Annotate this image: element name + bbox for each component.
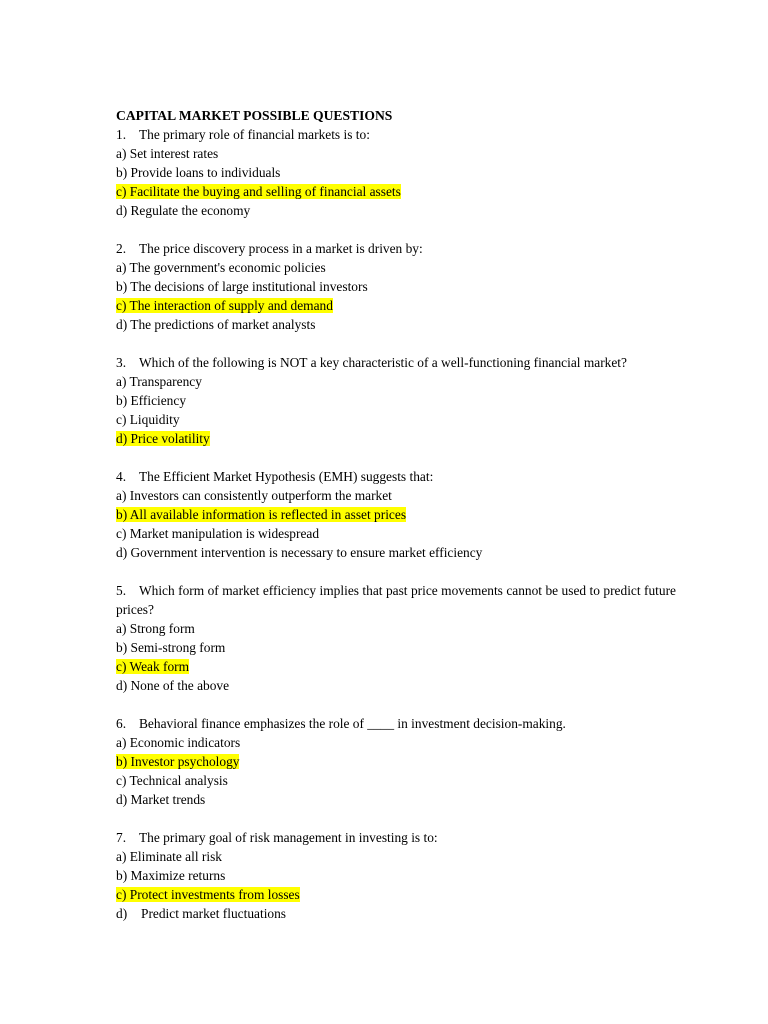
question-number: 5. [116,583,127,598]
question-stem [116,581,676,619]
highlighted-answer: c) Weak form [116,659,190,674]
question-number: 2. [116,241,127,256]
answer-option [116,733,676,752]
option-text: a) Investors can consistently outperform the market [116,488,392,503]
question-text: Behavioral finance emphasizes the role of ____ in investment decision-making. [139,716,566,731]
option-text: d) Regulate the economy [116,203,251,218]
answer-option [116,543,676,562]
answer-option [116,201,676,220]
option-text: Predict market fluctuations [141,906,287,921]
answer-option-correct [116,429,676,448]
question-3 [116,353,676,448]
answer-option [116,524,676,543]
question-7 [116,828,676,923]
option-text: a) The government's economic policies [116,260,326,275]
option-text: b) Semi-strong form [116,640,226,655]
answer-option [116,372,676,391]
option-text: d) None of the above [116,678,230,693]
answer-option [116,391,676,410]
question-number: 6. [116,716,127,731]
highlighted-answer: c) Facilitate the buying and selling of financial assets [116,184,401,199]
question-2 [116,239,676,334]
answer-option [116,771,676,790]
question-stem [116,714,676,733]
option-text: a) Economic indicators [116,735,241,750]
option-text: d) Government intervention is necessary to ensure market efficiency [116,545,483,560]
option-text: b) Provide loans to individuals [116,165,281,180]
answer-option-correct [116,657,676,676]
answer-option-correct [116,885,676,904]
option-text: a) Set interest rates [116,146,219,161]
question-text: The primary goal of risk management in investing is to: [139,830,438,845]
highlighted-answer: d) Price volatility [116,431,210,446]
highlighted-answer: b) Investor psychology [116,754,240,769]
answer-option [116,866,676,885]
answer-option-correct [116,182,676,201]
question-text: Which of the following is NOT a key characteristic of a well-functioning financial market? [139,355,627,370]
answer-option [116,619,676,638]
question-stem [116,467,676,486]
option-text: c) Market manipulation is widespread [116,526,320,541]
answer-option [116,163,676,182]
option-text: a) Strong form [116,621,195,636]
highlighted-answer: c) Protect investments from losses [116,887,300,902]
question-text: The primary role of financial markets is to: [139,127,370,142]
answer-option [116,676,676,695]
option-text: a) Transparency [116,374,202,389]
question-text: The Efficient Market Hypothesis (EMH) suggests that: [139,469,434,484]
question-text: The price discovery process in a market is driven by: [139,241,423,256]
option-text: c) Technical analysis [116,773,228,788]
option-text: b) Efficiency [116,393,187,408]
option-text: b) The decisions of large institutional investors [116,279,368,294]
highlighted-answer: c) The interaction of supply and demand [116,298,333,313]
document-body [116,107,676,923]
question-6 [116,714,676,809]
answer-option [116,638,676,657]
question-4 [116,467,676,562]
option-text: d) Market trends [116,792,206,807]
question-stem [116,125,676,144]
option-text: c) Liquidity [116,412,180,427]
answer-option [116,847,676,866]
document-title: CAPITAL MARKET POSSIBLE QUESTIONS [116,108,393,123]
answer-option [116,277,676,296]
answer-option-correct [116,752,676,771]
option-text: a) Eliminate all risk [116,849,222,864]
question-number: 7. [116,830,127,845]
answer-option-correct [116,296,676,315]
question-stem [116,239,676,258]
question-number: 1. [116,127,127,142]
question-number: 3. [116,355,127,370]
option-text: b) Maximize returns [116,868,226,883]
answer-option [116,258,676,277]
answer-option [116,315,676,334]
question-1 [116,125,676,220]
question-stem [116,353,676,372]
answer-option-correct [116,505,676,524]
answer-option [116,410,676,429]
highlighted-answer: b) All available information is reflected in asset prices [116,507,407,522]
question-number: 4. [116,469,127,484]
option-text: d) The predictions of market analysts [116,317,316,332]
option-letter: d) [116,906,128,921]
answer-option [116,790,676,809]
answer-option [116,904,676,923]
answer-option [116,144,676,163]
answer-option [116,486,676,505]
question-stem [116,828,676,847]
question-text: Which form of market efficiency implies that past price movements cannot be used to predict future prices? [116,583,676,617]
question-5 [116,581,676,695]
